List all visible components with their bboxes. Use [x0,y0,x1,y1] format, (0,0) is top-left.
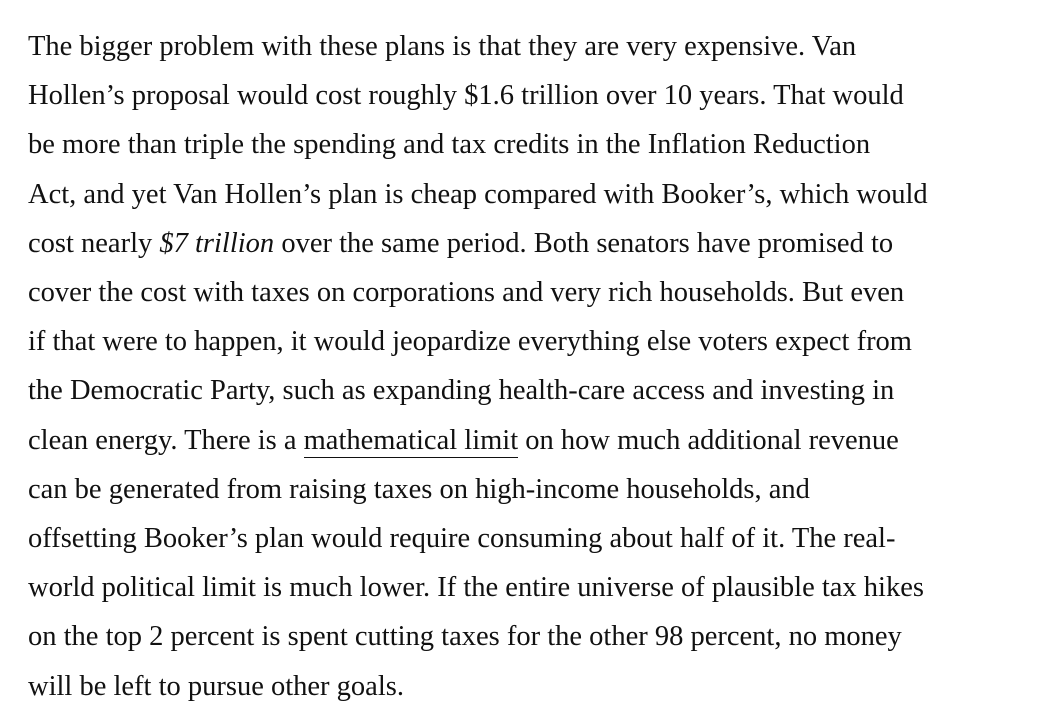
paragraph-line-2: Hollen’s proposal would cost roughly $1.6 trillion over 10 years. That would [28,80,904,112]
paragraph-line-8: the Democratic Party, such as expanding health-care access and investing in [28,375,895,407]
paragraph-line-10: can be generated from raising taxes on high-income households, and [28,473,810,505]
paragraph-line-12: world political limit is much lower. If the entire universe of plausible tax hikes [28,572,924,604]
paragraph-line-7: if that were to happen, it would jeopardize everything else voters expect from [28,326,912,358]
article-paragraph [28,22,1025,711]
mathematical-limit-link[interactable]: mathematical limit [303,424,519,456]
paragraph-line-6: cover the cost with taxes on corporations and very rich households. But even [28,277,905,309]
line-5-text-after: over the same period. Both senators have promised to [274,227,894,259]
paragraph-line-4: Act, and yet Van Hollen’s plan is cheap compared with Booker’s, which would [28,178,928,210]
paragraph-line-5 [28,219,1025,268]
line-9-text-after: on how much additional revenue [518,424,899,456]
emphasized-amount: $7 trillion [159,227,275,259]
paragraph-line-11: offsetting Booker’s plan would require consuming about half of it. The real- [28,523,896,555]
paragraph-line-3: be more than triple the spending and tax credits in the Inflation Reduction [28,129,871,161]
line-9-text-before: clean energy. There is a [28,424,304,456]
paragraph-line-13: on the top 2 percent is spent cutting taxes for the other 98 percent, no money [28,621,902,653]
paragraph-line-9 [28,416,1025,465]
line-5-text-before: cost nearly [28,227,160,259]
paragraph-line-14: will be left to pursue other goals. [28,670,404,702]
paragraph-line-1: The bigger problem with these plans is that they are very expensive. Van [28,31,857,62]
